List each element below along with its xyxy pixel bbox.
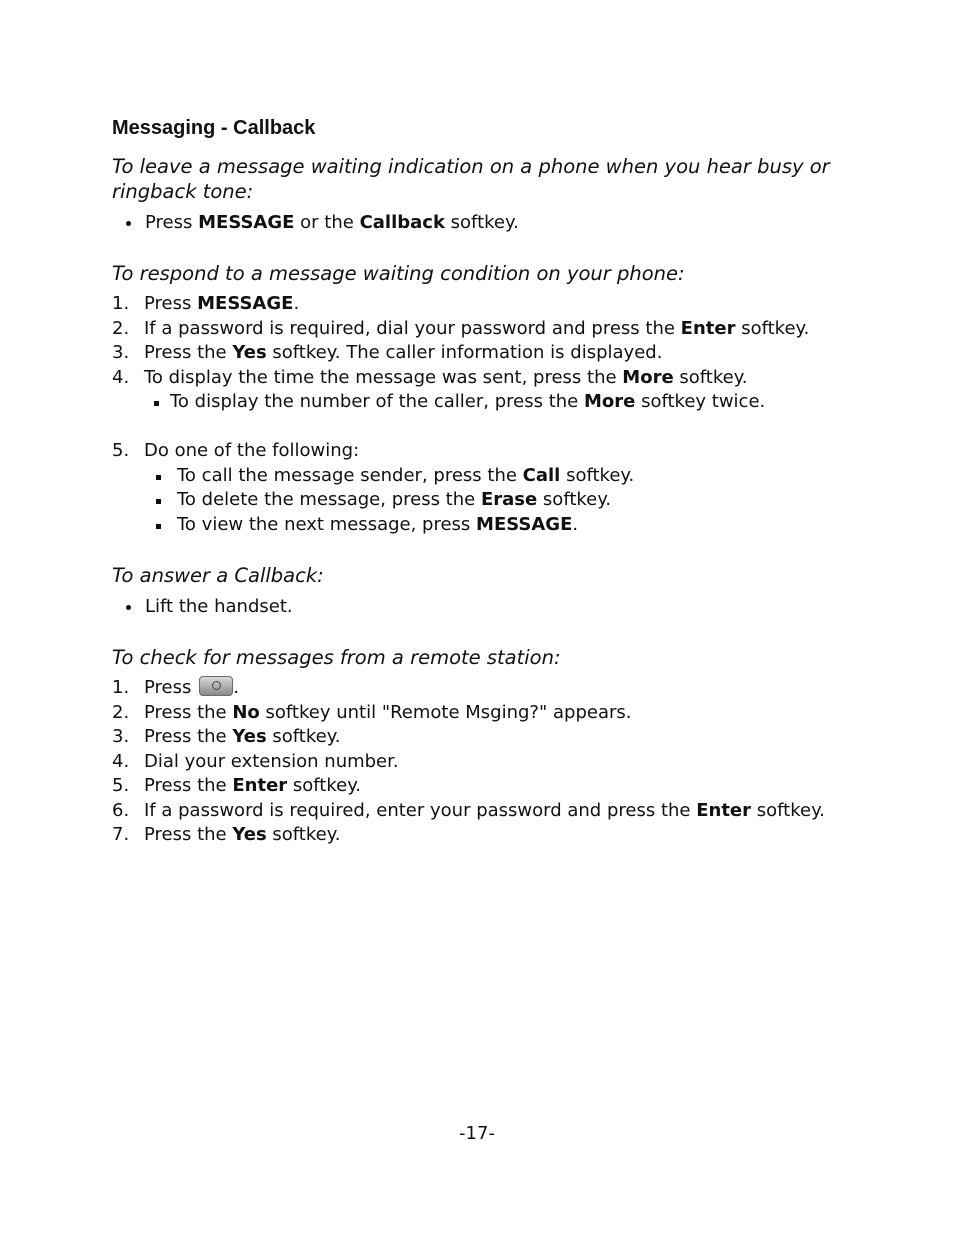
list-item: 4. To display the time the message was sent, press the More softkey. To display the number of the caller, press the More softkey twice. bbox=[112, 366, 852, 415]
list-item: To display the number of the caller, press the More softkey twice. bbox=[144, 390, 852, 415]
remote-station-steps bbox=[112, 676, 852, 848]
sub-list bbox=[144, 464, 852, 538]
list-item: To call the message sender, press the Call softkey. bbox=[144, 464, 852, 489]
message-key-icon bbox=[199, 676, 233, 696]
list-item: 7. Press the Yes softkey. bbox=[112, 824, 341, 845]
list-item: To delete the message, press the Erase softkey. bbox=[144, 488, 852, 513]
section-heading-leave-message: To leave a message waiting indication on a phone when you hear busy or ringback tone: bbox=[112, 155, 830, 203]
list-item: 3. Press the Yes softkey. The caller information is displayed. bbox=[112, 342, 663, 363]
section-heading-remote-station: To check for messages from a remote station: bbox=[112, 646, 561, 669]
list-item: 3. Press the Yes softkey. bbox=[112, 726, 341, 747]
sub-list bbox=[144, 390, 852, 415]
section-heading-respond: To respond to a message waiting condition on your phone: bbox=[112, 262, 685, 285]
document-page bbox=[112, 114, 852, 848]
list-item: 2. If a password is required, dial your password and press the Enter softkey. bbox=[112, 317, 810, 339]
list-item: 1. Press MESSAGE. bbox=[112, 293, 300, 314]
page-title: Messaging - Callback bbox=[112, 117, 316, 139]
respond-steps bbox=[112, 292, 852, 415]
answer-callback-list bbox=[112, 594, 852, 619]
list-item: 4. Dial your extension number. bbox=[112, 750, 399, 772]
list-item: 5. Press the Enter softkey. bbox=[112, 775, 362, 796]
list-item: Press MESSAGE or the Callback softkey. bbox=[112, 210, 852, 235]
leave-message-list bbox=[112, 210, 852, 235]
list-item: 1. Press . bbox=[112, 677, 240, 698]
list-item: To view the next message, press MESSAGE. bbox=[144, 513, 852, 538]
list-item: 5. Do one of the following: To call the message sender, press the Call softkey. To delete the message, press the Erase softkey. To view the next message, press MESSAGE. bbox=[112, 439, 852, 537]
list-item: 6. If a password is required, enter your password and press the Enter softkey. bbox=[112, 799, 825, 821]
list-item: Lift the handset. bbox=[112, 594, 852, 619]
list-item: 2. Press the No softkey until "Remote Msging?" appears. bbox=[112, 701, 632, 723]
section-heading-answer-callback: To answer a Callback: bbox=[112, 564, 324, 587]
page-number: -17- bbox=[459, 1123, 495, 1144]
respond-steps-continued bbox=[112, 439, 852, 537]
